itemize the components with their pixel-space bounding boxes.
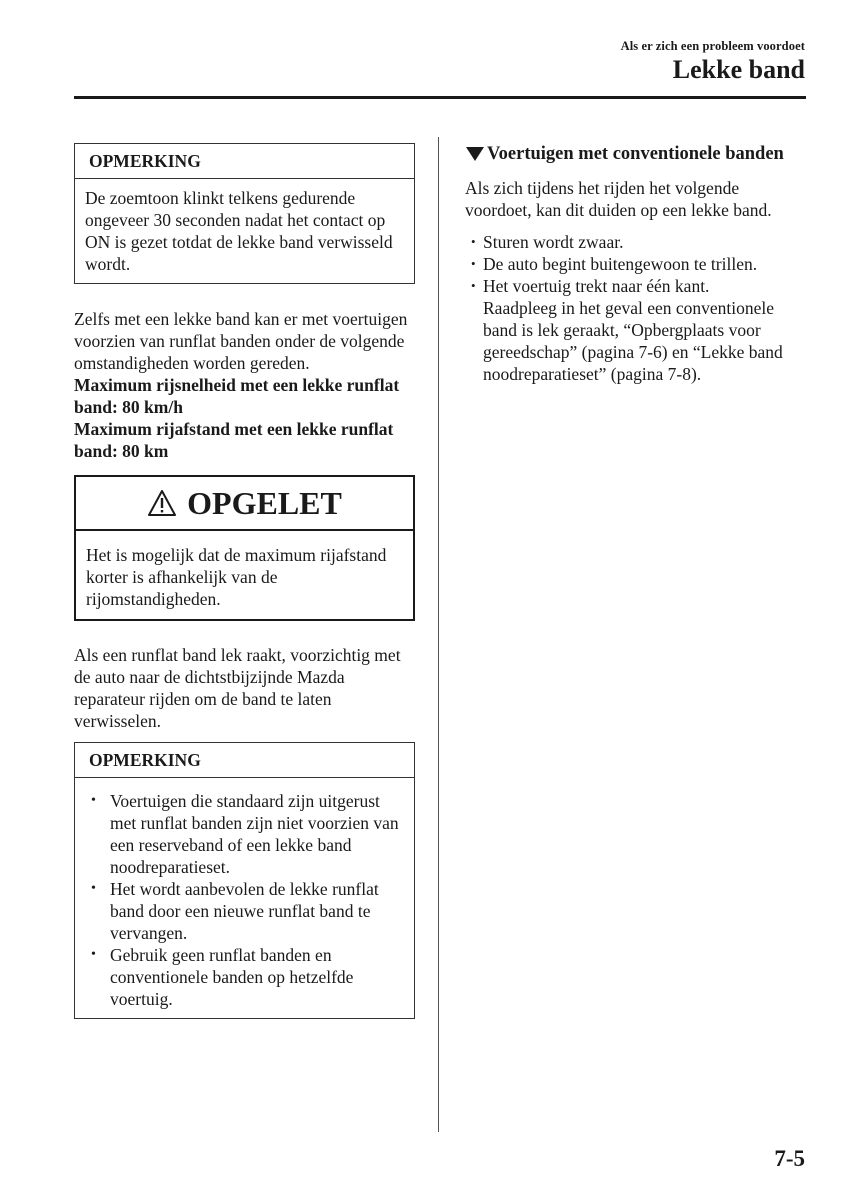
page-title: Lekke band (672, 55, 805, 84)
caution-body: Het is mogelijk dat de maximum rijafstand korter is afhankelijk van de rijomstandigheden. (86, 545, 387, 609)
section-title: Voertuigen met conventionele banden (487, 144, 784, 164)
warning-triangle-icon (147, 489, 177, 517)
max-distance-text: Maximum rijafstand met een lekke runflat band: 80 km (74, 419, 394, 461)
page-number: 7-5 (774, 1146, 805, 1171)
note-box-1 (74, 143, 415, 284)
left-column (74, 143, 415, 1019)
chapter-title: Als er zich een probleem voordoet (620, 39, 805, 53)
right-column (465, 143, 800, 385)
note-body: De zoemtoon klinkt telkens gedurende ongeveer 30 seconden nadat het contact op ON is gezet totdat de lekke band verwisseld wordt. (85, 188, 393, 274)
symptom-list (465, 231, 800, 297)
max-speed-text: Maximum rijsnelheid met een lekke runflat band: 80 km/h (74, 375, 400, 417)
list-item: • Het wordt aanbevolen de lekke runflat band door een nieuwe runflat band te vervangen. (89, 878, 406, 944)
header-rule (74, 96, 806, 99)
list-item: • Voertuigen die standaard zijn uitgerust met runflat banden zijn niet voorzien van een reserveband of een lekke band noodreparatieset. (89, 790, 406, 878)
note-heading: OPMERKING (75, 144, 414, 179)
list-item: • De auto begint buitengewoon te trillen. (471, 253, 800, 275)
caution-box (74, 475, 415, 621)
down-triangle-icon (465, 146, 485, 162)
note-heading: OPMERKING (75, 743, 414, 778)
caution-heading: OPGELET (187, 484, 342, 521)
list-item: • Sturen wordt zwaar. (471, 231, 800, 253)
caution-heading-bar (76, 477, 413, 531)
note-list (75, 778, 414, 1018)
section-heading (465, 143, 800, 165)
column-divider (438, 137, 439, 1132)
list-item: • Het voertuig trekt naar één kant. (471, 275, 800, 297)
runflat-paragraph: Zelfs met een lekke band kan er met voertuigen voorzien van runflat banden onder de volgende omstandigheden worden gereden. (74, 309, 408, 373)
intro-paragraph: Als zich tijdens het rijden het volgende voordoet, kan dit duiden op een lekke band. (465, 178, 772, 220)
repair-paragraph: Als een runflat band lek raakt, voorzichtig met de auto naar de dichtstbijzijnde Mazda reparateur rijden om de band te laten verwisselen. (74, 645, 401, 731)
followup-paragraph: Raadpleeg in het geval een conventionele band is lek geraakt, “Opbergplaats voor gereedschap” (pagina 7-6) en “Lekke band noodreparatieset” (pagina 7-8). (483, 298, 783, 384)
list-item: • Gebruik geen runflat banden en conventionele banden op hetzelfde voertuig. (89, 944, 406, 1010)
note-box-2 (74, 742, 415, 1019)
